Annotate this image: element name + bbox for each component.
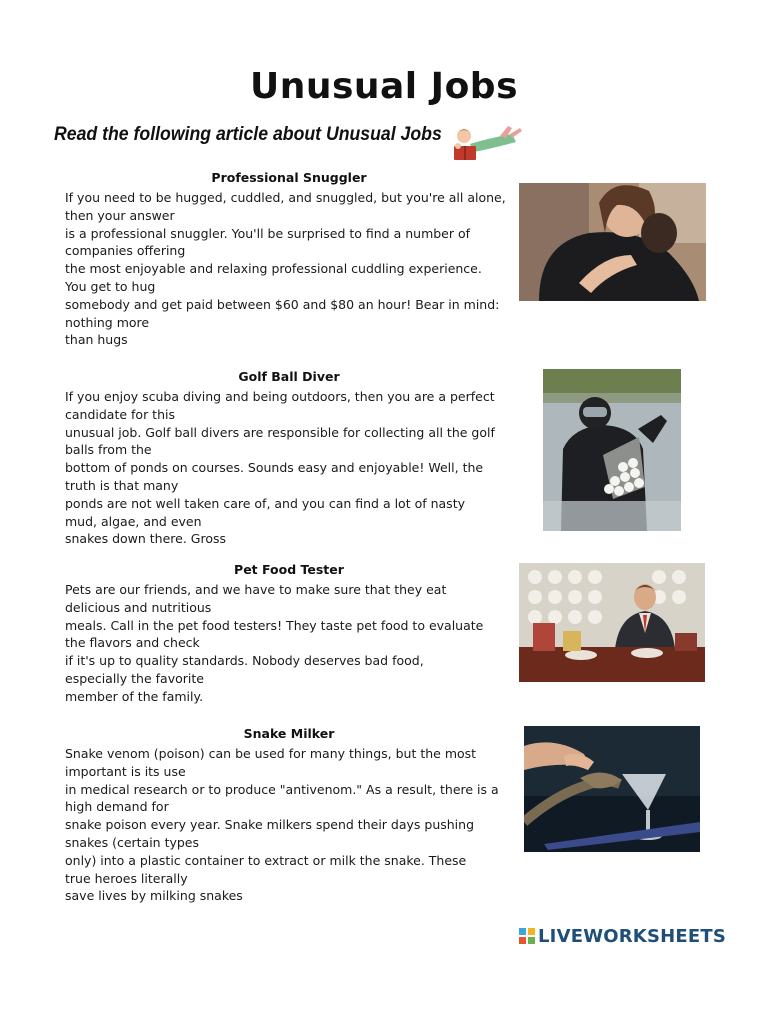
section-pet-food-tester <box>65 562 513 706</box>
reading-child-icon <box>450 122 524 164</box>
section-professional-snuggler <box>65 170 513 349</box>
pet-food-tester-photo <box>519 563 705 682</box>
golf-ball-diver-photo <box>543 369 681 531</box>
section-snake-milker <box>65 726 513 905</box>
section-body: Pets are our friends, and we have to make sure that they eat delicious and nutritious meals. Call in the pet food testers! They taste pet food to evaluate the flavors and check if it's up to quality standards. Nobody deserves bad food, especially the favorite member of the family. <box>65 582 484 704</box>
liveworksheets-logo-icon <box>519 928 535 944</box>
section-heading: Professional Snuggler <box>211 170 367 185</box>
section-golf-ball-diver <box>65 369 513 548</box>
subtitle: Read the following article about Unusual Jobs <box>54 124 442 145</box>
section-body: If you need to be hugged, cuddled, and snuggled, but you're all alone, then your answer is a professional snuggler. You'll be surprised to find a number of companies offering the most enjoyable and relaxing professional cuddling experience. You get to hug somebody and get paid between $60 and $80 an hour! Bear in mind: nothing more than hugs <box>65 190 506 348</box>
section-heading: Golf Ball Diver <box>238 369 340 384</box>
snake-milker-photo <box>524 726 700 852</box>
section-heading: Snake Milker <box>243 726 335 741</box>
section-body: Snake venom (poison) can be used for many things, but the most important is its use in medical research or to produce "antivenom." As a result, there is a high demand for snake poison every year. Snake milkers spend their days pushing snakes (certain types only) into a plastic container to extract or milk the snake. These true heroes literally save lives by milking snakes <box>65 746 499 904</box>
section-heading: Pet Food Tester <box>234 562 344 577</box>
page-title: Unusual Jobs <box>249 66 519 107</box>
liveworksheets-logo <box>519 925 726 947</box>
hugging-photo <box>519 183 706 301</box>
section-body: If you enjoy scuba diving and being outdoors, then you are a perfect candidate for this unusual job. Golf ball divers are responsible for collecting all the golf balls from the bottom of ponds on courses. Sounds easy and enjoyable! Well, the truth is that many ponds are not well taken care of, and you can find a lot of nasty mud, algae, and even snakes down there. Gross <box>65 389 495 547</box>
logo-text: LIVEWORKSHEETS <box>538 925 727 947</box>
